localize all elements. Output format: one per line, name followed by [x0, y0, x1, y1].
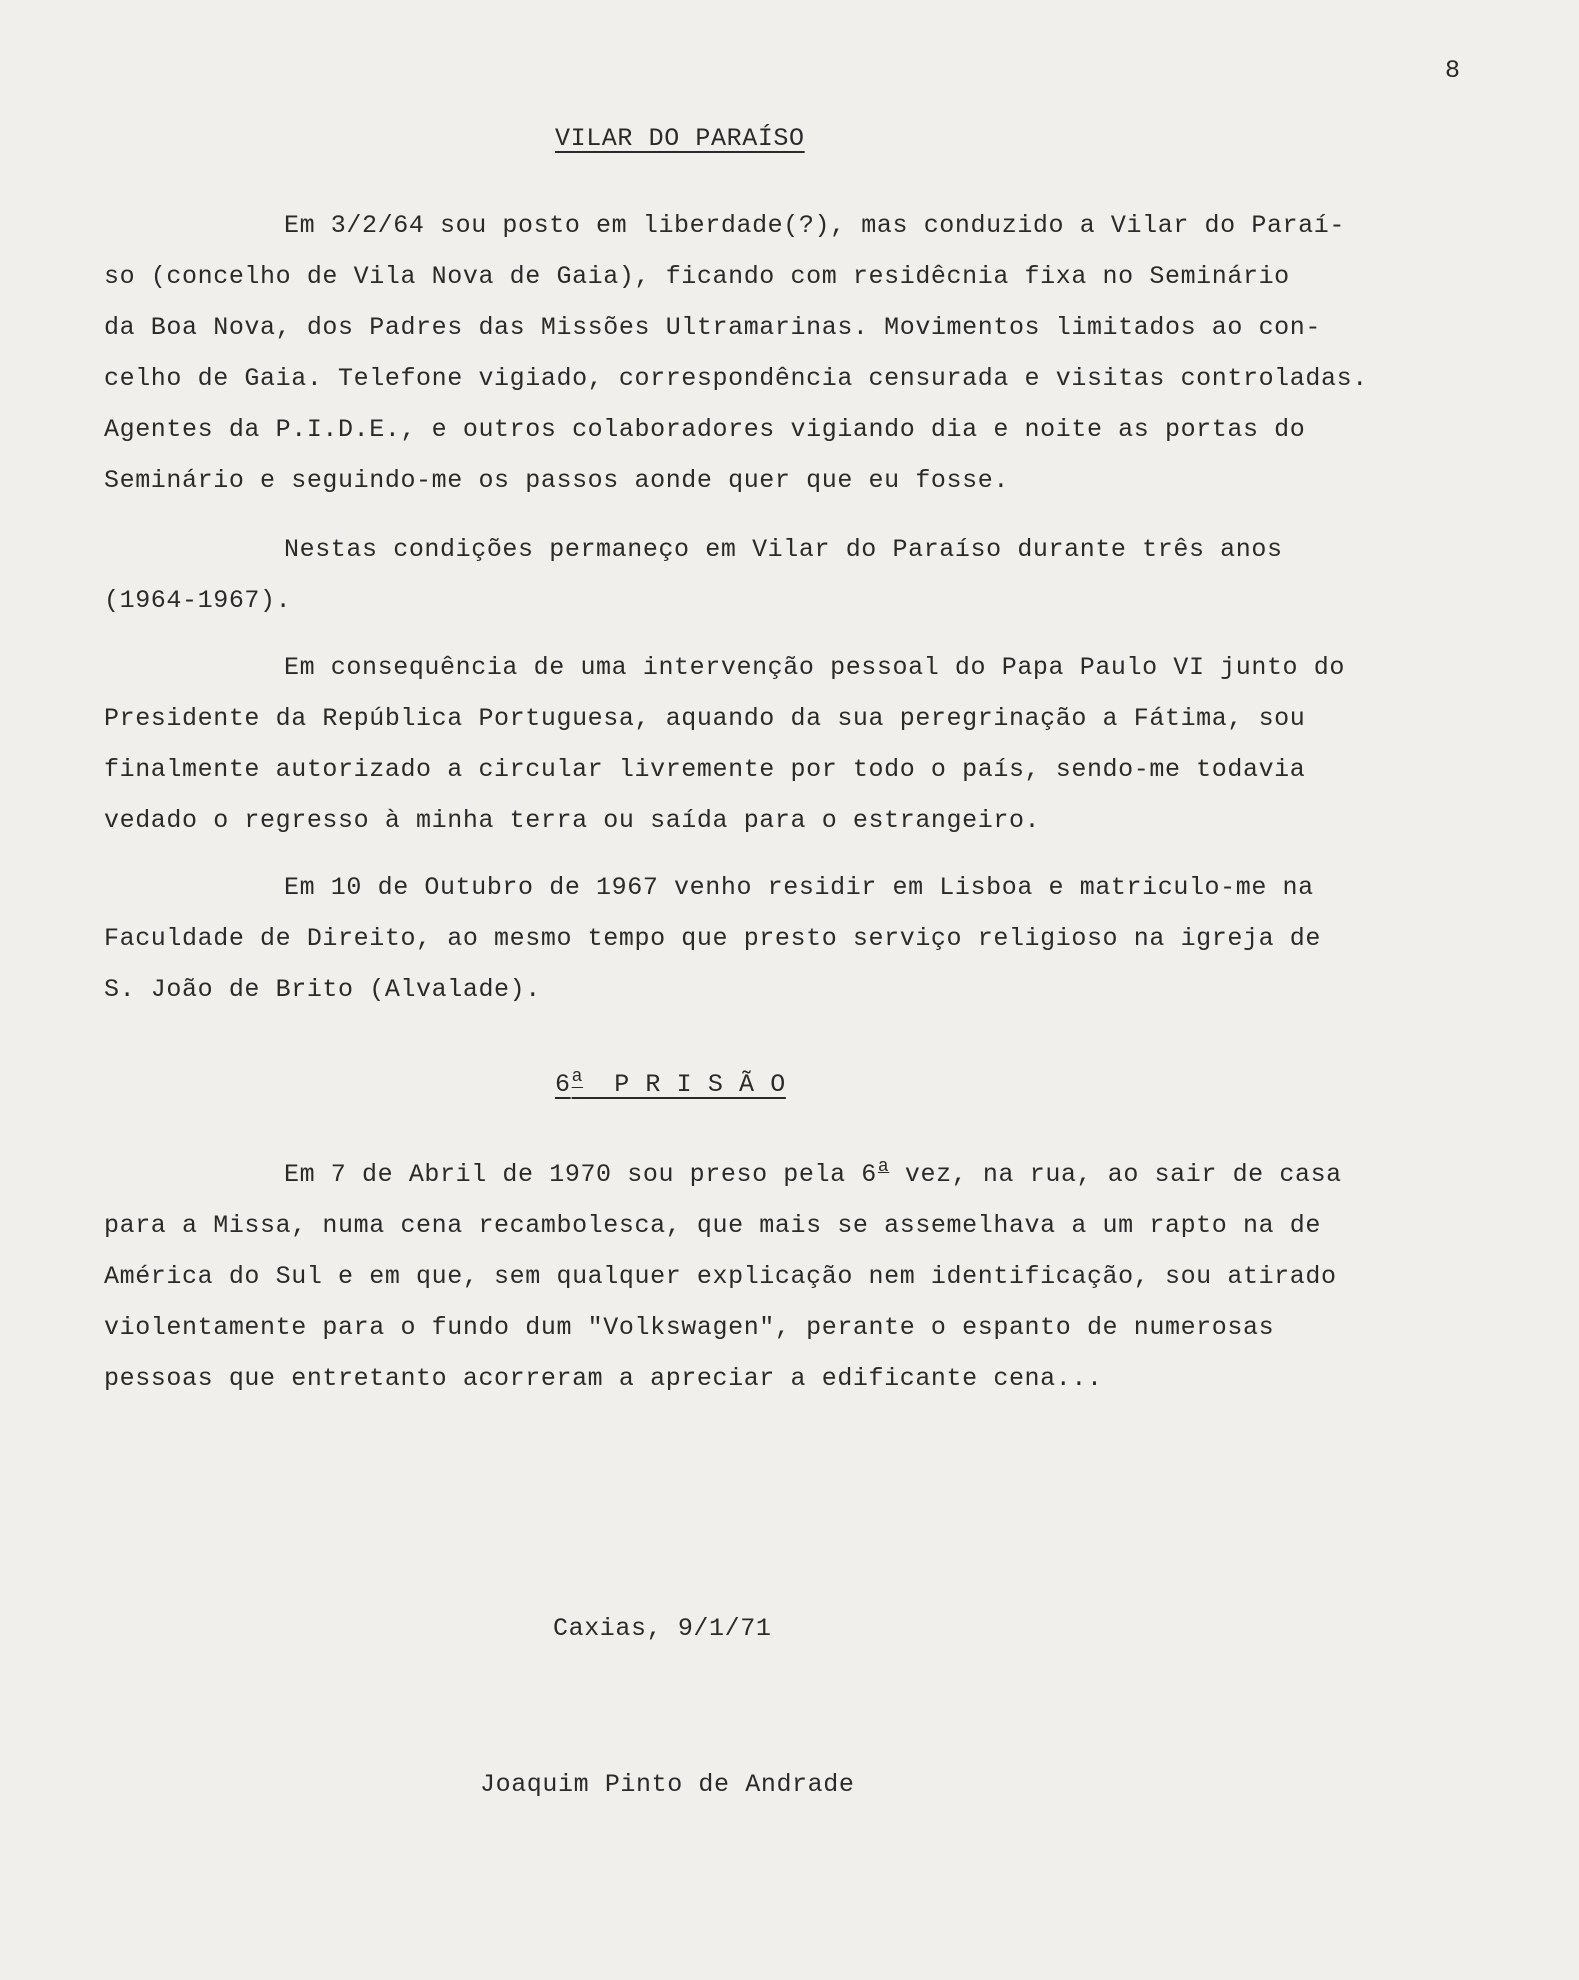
paragraph-1-line-1: Em 3/2/64 sou posto em liberdade(?), mas conduzido a Vilar do Paraí-	[284, 211, 1345, 240]
paragraph-1	[104, 200, 1544, 506]
place-and-date: Caxias, 9/1/71	[553, 1614, 772, 1643]
paragraph-1-line-6: Seminário e seguindo-me os passos aonde quer que eu fosse.	[104, 466, 1009, 495]
heading-ordinal-superscript: a	[571, 1067, 584, 1087]
paragraph-5-line-4: violentamente para o fundo dum "Volkswagen", perante o espanto de numerosas	[104, 1313, 1275, 1342]
paragraph-5-line-2: para a Missa, numa cena recambolesca, que mais se assemelhava a um rapto na de	[104, 1211, 1321, 1240]
paragraph-4-line-2: Faculdade de Direito, ao mesmo tempo que presto serviço religioso na igreja de	[104, 924, 1321, 953]
paragraph-3-line-2: Presidente da República Portuguesa, aquando da sua peregrinação a Fátima, sou	[104, 704, 1306, 733]
paragraph-2-line-1: Nestas condições permaneço em Vilar do Paraíso durante três anos	[284, 535, 1283, 564]
paragraph-5-line-1-start: Em 7 de Abril de 1970 sou preso pela 6	[284, 1160, 877, 1189]
paragraph-1-line-3: da Boa Nova, dos Padres das Missões Ultramarinas. Movimentos limitados ao con-	[104, 313, 1321, 342]
paragraph-3-line-3: finalmente autorizado a circular livremente por todo o país, sendo-me todavia	[104, 755, 1306, 784]
paragraph-4-line-3: S. João de Brito (Alvalade).	[104, 975, 541, 1004]
paragraph-4-line-1: Em 10 de Outubro de 1967 venho residir em Lisboa e matriculo-me na	[284, 873, 1314, 902]
paragraph-4	[104, 862, 1544, 1015]
section-heading-6a-prisao	[555, 1067, 786, 1099]
heading-number: 6	[555, 1070, 571, 1099]
section-heading-vilar-do-paraiso: VILAR DO PARAÍSO	[555, 124, 805, 153]
paragraph-5-line-3: América do Sul e em que, sem qualquer explicação nem identificação, sou atirado	[104, 1262, 1337, 1291]
paragraph-3-line-4: vedado o regresso à minha terra ou saída para o estrangeiro.	[104, 806, 1041, 835]
heading-text: P R I S Ã O	[583, 1070, 786, 1099]
paragraph-1-line-4: celho de Gaia. Telefone vigiado, correspondência censurada e visitas controladas.	[104, 364, 1368, 393]
paragraph-2	[104, 524, 1544, 626]
paragraph-2-line-2: (1964-1967).	[104, 586, 292, 615]
paragraph-3-line-1: Em consequência de uma intervenção pessoal do Papa Paulo VI junto do	[284, 653, 1345, 682]
signature-name: Joaquim Pinto de Andrade	[480, 1770, 855, 1799]
paragraph-5-line-1-end: vez, na rua, ao sair de casa	[889, 1160, 1342, 1189]
paragraph-5	[104, 1149, 1544, 1404]
page-number: 8	[1445, 56, 1461, 85]
paragraph-1-line-5: Agentes da P.I.D.E., e outros colaboradores vigiando dia e noite as portas do	[104, 415, 1306, 444]
paragraph-1-line-2: so (concelho de Vila Nova de Gaia), ficando com residêcnia fixa no Seminário	[104, 262, 1290, 291]
paragraph-5-line-1	[104, 1149, 1544, 1200]
paragraph-5-line-5: pessoas que entretanto acorreram a apreciar a edificante cena...	[104, 1364, 1103, 1393]
ordinal-superscript: a	[877, 1157, 890, 1177]
paragraph-3	[104, 642, 1544, 846]
